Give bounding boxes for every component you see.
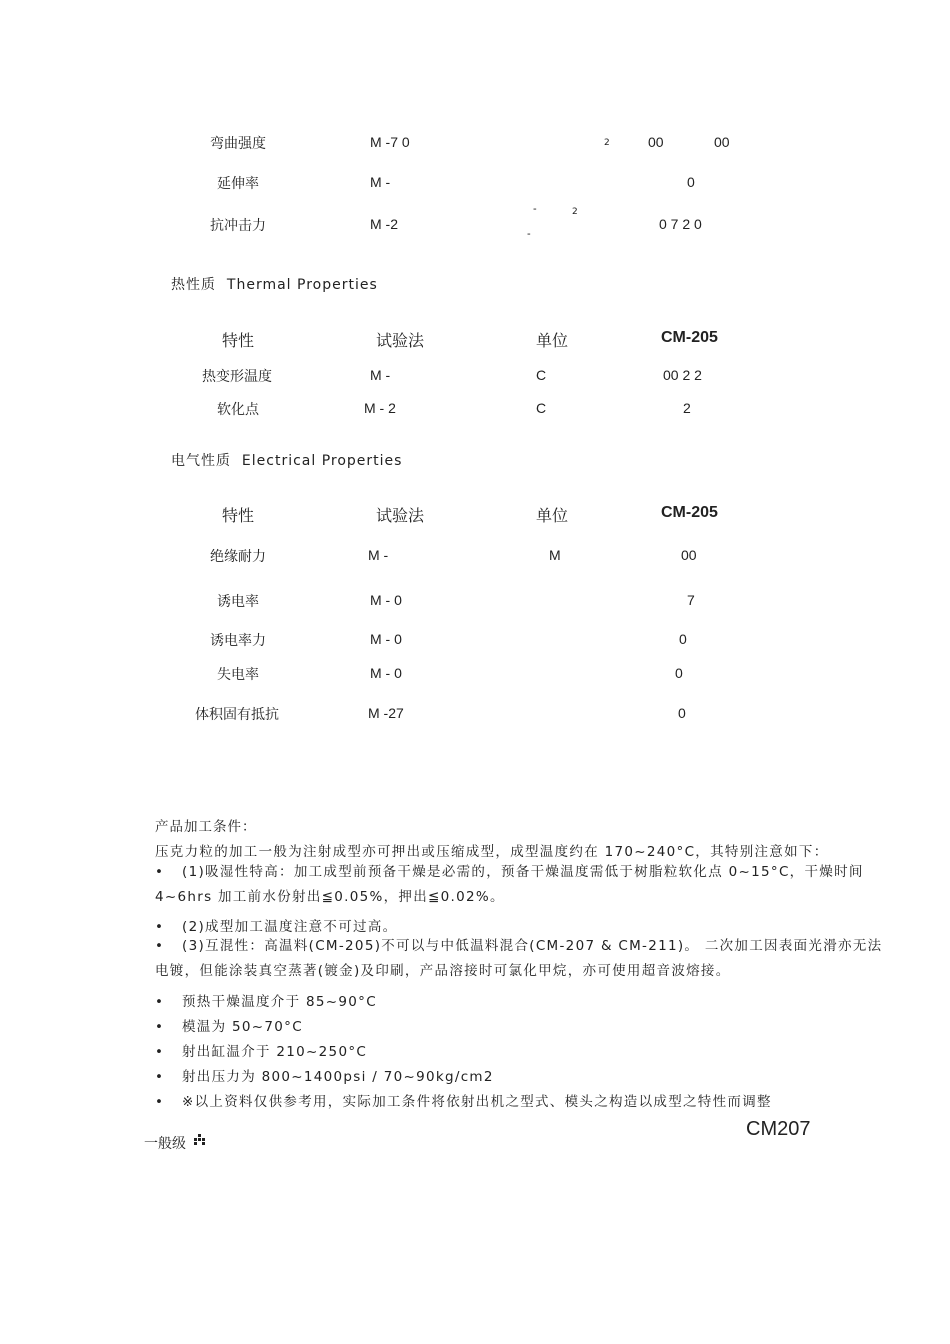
bullet-icon: • (155, 1044, 165, 1060)
row-label: 诱电率力 (210, 633, 266, 649)
list-item-text: 射出缸温介于 210~250°C (182, 1044, 368, 1060)
bullet-icon: • (155, 864, 165, 880)
column-header-product: CM-205 (661, 504, 718, 521)
list-item-text: (1)吸湿性特高：加工成型前预备干燥是必需的，预备干燥温度需低于树脂粒软化点 0~15°C，干燥时间 4~6hrs 加工前水份射出≦0.05%，押出≦0.02%。 (155, 864, 864, 905)
bullet-icon: • (155, 938, 165, 954)
row-method: M - 0 (370, 665, 402, 681)
bullet-icon: • (155, 1094, 165, 1110)
bullet-icon: • (155, 1069, 165, 1085)
row-method: M - (370, 174, 391, 190)
row-label: 弯曲强度 (210, 136, 266, 152)
row-method: M - 0 (370, 592, 402, 608)
row-value: 0 (675, 665, 683, 681)
product-code: CM207 (746, 1118, 811, 1140)
row-method: M -27 (368, 705, 404, 721)
list-item (155, 1015, 303, 1035)
row-label: 绝缘耐力 (210, 549, 266, 565)
row-label: 软化点 (217, 402, 259, 418)
list-item-text: (2)成型加工温度注意不可过高。 (182, 919, 398, 935)
row-value: 00 (648, 134, 664, 150)
unit-fragment: - (527, 228, 531, 240)
list-item-text: (3)互混性：高温料(CM-205)不可以与中低温料混合(CM-207 & CM-211)。 二次加工因表面光滑亦无法电镀，但能涂装真空蒸著(镀金)及印刷，产品溶接时可氯化甲烷，亦可使用超音波熔接。 (155, 938, 883, 979)
column-header: 单位 (536, 331, 569, 350)
row-label: 热变形温度 (202, 369, 272, 385)
list-item (155, 915, 397, 935)
row-method: M - (368, 547, 389, 563)
section-title-en: Electrical Properties (241, 453, 403, 469)
list-item-text: 预热干燥温度介于 85~90°C (182, 994, 377, 1010)
row-unit: M (549, 547, 561, 563)
processing-heading: 产品加工条件： (155, 819, 257, 835)
column-header-product: CM-205 (661, 329, 718, 346)
section-title-cn: 电气性质 (171, 453, 231, 469)
list-item-text: 模温为 50~70°C (182, 1019, 303, 1035)
row-method: M - 0 (370, 631, 402, 647)
row-method: M -2 (370, 216, 398, 232)
row-value: 0 (678, 705, 686, 721)
unit-superscript: 2 (604, 138, 610, 148)
row-value: 0 (679, 631, 687, 647)
row-value: 2 (683, 400, 691, 416)
row-value: 0 (687, 174, 695, 190)
row-method: M -7 0 (370, 134, 410, 150)
list-item (155, 1065, 494, 1085)
list-item (155, 1090, 772, 1110)
list-item (155, 990, 377, 1010)
section-title-thermal (171, 274, 378, 294)
column-header: 特性 (222, 331, 255, 350)
row-label: 体积固有抵抗 (195, 707, 279, 723)
row-label: 延伸率 (217, 176, 259, 192)
section-title-en: Thermal Properties (226, 277, 378, 293)
bullet-icon: • (155, 1019, 165, 1035)
processing-intro: 压克力粒的加工一般为注射成型亦可押出或压缩成型，成型温度约在 170~240°C，其特别注意如下： (155, 844, 829, 860)
list-item-text: 射出压力为 800~1400psi / 70~90kg/cm2 (182, 1069, 494, 1085)
row-value: 7 (687, 592, 695, 608)
list-item (155, 860, 885, 910)
list-item (155, 1040, 367, 1060)
row-value: 0 7 2 0 (659, 216, 702, 232)
row-value: 00 (714, 134, 730, 150)
section-title-cn: 热性质 (171, 277, 216, 293)
row-method: M - (370, 367, 391, 383)
row-unit: C (536, 367, 547, 383)
list-item-text: ※以上资料仅供参考用，实际加工条件将依射出机之型式、模头之构造以成型之特性而调整 (182, 1094, 772, 1110)
unit-superscript: 2 (572, 207, 578, 217)
row-method: M - 2 (364, 400, 396, 416)
unit-fragment: - (533, 203, 537, 215)
section-title-electrical (171, 450, 402, 470)
column-header: 特性 (222, 506, 255, 525)
row-label: 诱电率 (217, 594, 259, 610)
row-label: 抗冲击力 (210, 218, 266, 234)
dots-icon (194, 1134, 206, 1146)
bullet-icon: • (155, 919, 165, 935)
row-unit: C (536, 400, 547, 416)
row-value: 00 2 2 (663, 367, 702, 383)
list-item (155, 934, 885, 984)
column-header: 单位 (536, 506, 569, 525)
column-header: 试验法 (376, 506, 425, 525)
column-header: 试验法 (376, 331, 425, 350)
bullet-icon: • (155, 994, 165, 1010)
row-value: 00 (681, 547, 697, 563)
grade-label: 一般级 (144, 1136, 186, 1152)
row-label: 失电率 (217, 667, 259, 683)
